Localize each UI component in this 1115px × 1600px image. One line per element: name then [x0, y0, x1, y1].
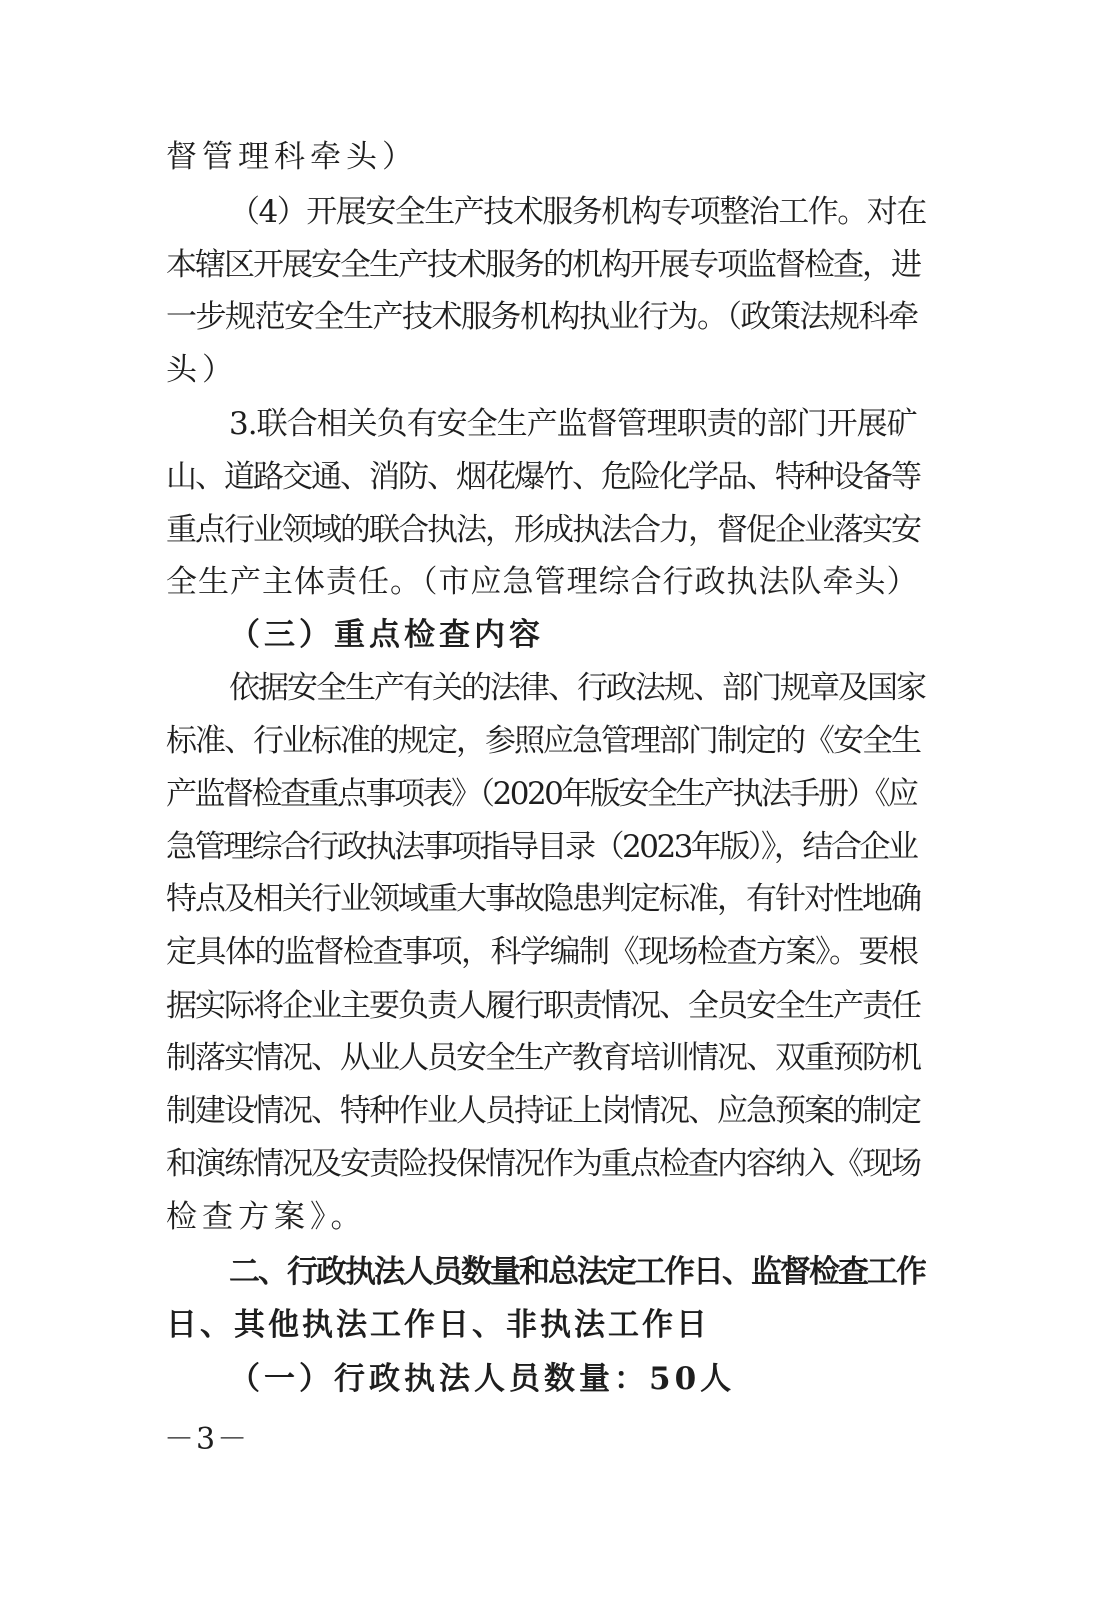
text-line: 山、道路交通、消防、烟花爆竹、危险化学品、特种设备等	[166, 459, 920, 495]
section-heading: 二、行政执法人员数量和总法定工作日、监督检查工作	[229, 1254, 925, 1290]
text-line: 3.联合相关负有安全生产监督管理职责的部门开展矿	[229, 406, 917, 442]
section-subheading: （一）行政执法人员数量：50人	[229, 1361, 736, 1397]
text-line: 全生产主体责任。（市应急管理综合行政执法队牵头）	[166, 564, 919, 600]
text-line: 督管理科牵头）	[166, 139, 418, 175]
page-number: －3－	[164, 1422, 250, 1457]
section-subheading: （三）重点检查内容	[229, 617, 544, 653]
text-line: （4）开展安全生产技术服务机构专项整治工作。对在	[229, 194, 926, 230]
text-line: 本辖区开展安全生产技术服务的机构开展专项监督检查，进	[166, 247, 920, 283]
text-line: 一步规范安全生产技术服务机构执业行为。（政策法规科牵	[166, 299, 918, 335]
text-line: 定具体的监督检查事项，科学编制《现场检查方案》。要根	[166, 934, 918, 970]
text-line: 产监督检查重点事项表》（2020年版安全生产执法手册）《应	[166, 776, 917, 812]
text-line: 依据安全生产有关的法律、行政法规、部门规章及国家	[229, 670, 925, 706]
section-heading: 日、其他执法工作日、非执法工作日	[166, 1307, 710, 1343]
text-line: 制落实情况、从业人员安全生产教育培训情况、双重预防机	[166, 1040, 920, 1076]
text-line: 急管理综合行政执法事项指导目录（2023年版）》，结合企业	[166, 829, 917, 865]
text-line: 制建设情况、特种作业人员持证上岗情况、应急预案的制定	[166, 1093, 920, 1129]
text-line: 重点行业领域的联合执法，形成执法合力，督促企业落实安	[166, 512, 920, 548]
text-line: 标准、行业标准的规定，参照应急管理部门制定的《安全生	[166, 723, 920, 759]
text-line: 头）	[166, 352, 238, 388]
text-line: 和演练情况及安责险投保情况作为重点检查内容纳入《现场	[166, 1146, 920, 1182]
text-line: 特点及相关行业领域重大事故隐患判定标准，有针对性地确	[166, 881, 920, 917]
text-line: 据实际将企业主要负责人履行职责情况、全员安全生产责任	[166, 988, 920, 1024]
text-line: 检查方案》。	[166, 1199, 367, 1235]
